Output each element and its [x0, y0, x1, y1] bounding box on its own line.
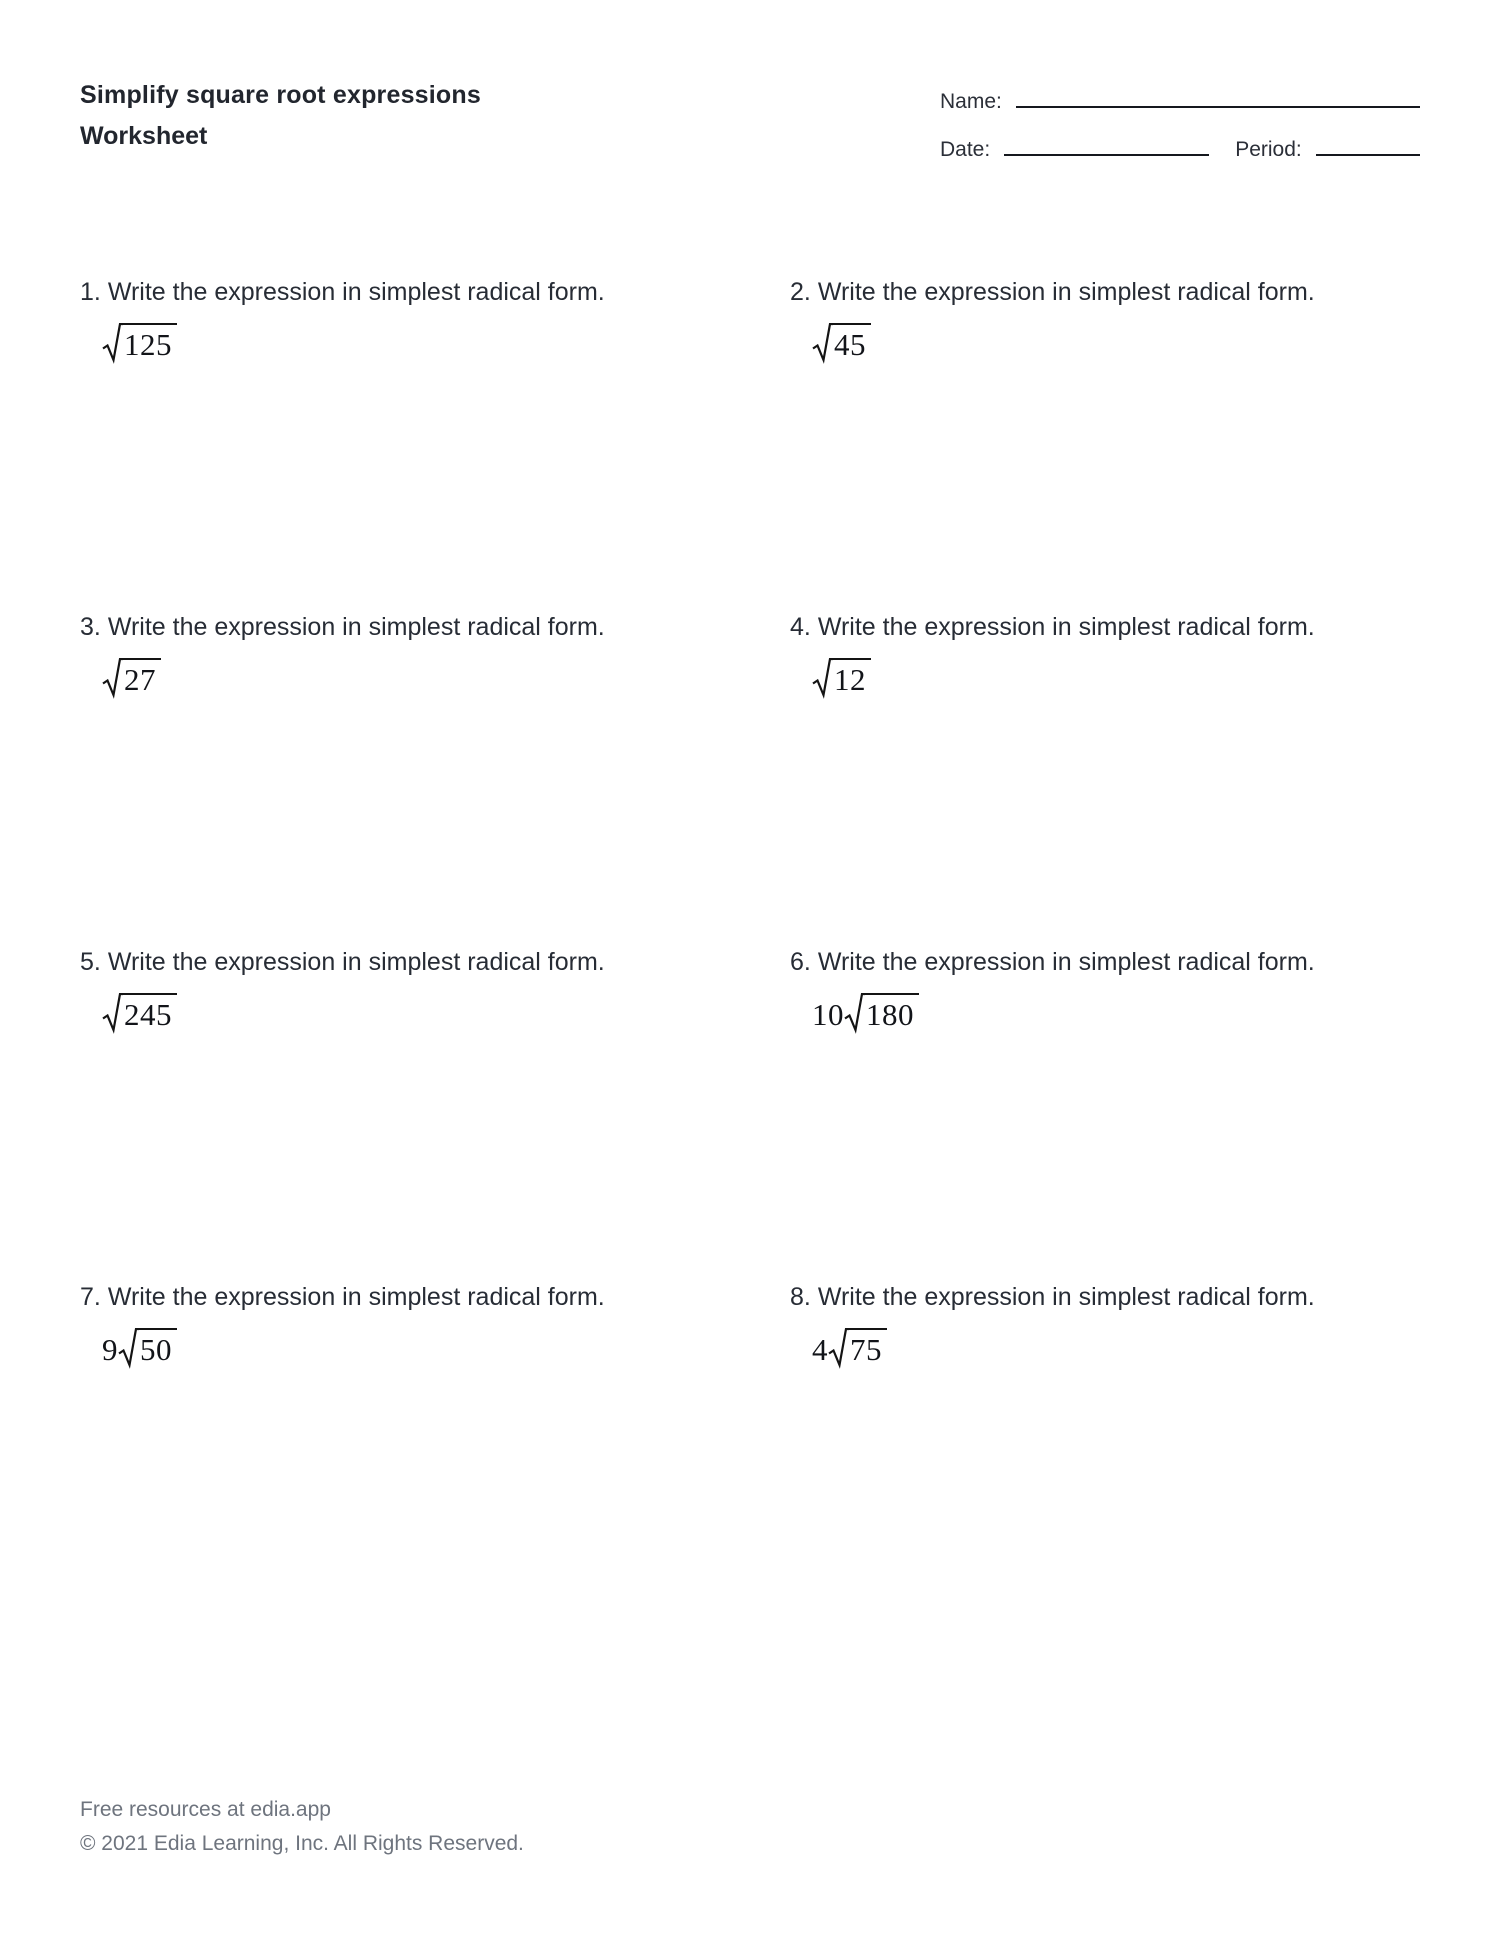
problem-number: 5. — [80, 948, 101, 976]
problem-1 — [80, 277, 790, 612]
problem-prompt — [790, 277, 1460, 307]
problem-number: 6. — [790, 948, 811, 976]
footer-copyright: © 2021 Edia Learning, Inc. All Rights Reserved. — [80, 1832, 524, 1855]
prompt-text: Write the expression in simplest radical form. — [107, 1283, 605, 1311]
problem-4 — [790, 612, 1500, 947]
math-expression — [812, 658, 1460, 699]
radical-coefficient: 4 — [812, 1332, 828, 1367]
page-subtitle: Worksheet — [80, 122, 208, 150]
math-expression — [102, 323, 750, 364]
problem-3 — [80, 612, 790, 947]
prompt-text: Write the expression in simplest radical form. — [107, 948, 605, 976]
student-id-block — [940, 90, 1420, 164]
problem-5 — [80, 947, 790, 1282]
prompt-text: Write the expression in simplest radical form. — [817, 613, 1315, 641]
period-label: Period: — [1235, 138, 1302, 161]
prompt-text: Write the expression in simplest radical form. — [817, 948, 1315, 976]
problem-number: 7. — [80, 1283, 101, 1311]
radicand: 27 — [120, 658, 161, 698]
period-blank-line — [1316, 153, 1420, 156]
name-blank-line — [1016, 105, 1420, 108]
math-expression — [812, 993, 1460, 1034]
radicand: 245 — [120, 993, 177, 1033]
problem-8 — [790, 1282, 1500, 1617]
math-expression — [102, 658, 750, 699]
prompt-text: Write the expression in simplest radical form. — [107, 613, 605, 641]
radical-coefficient: 10 — [812, 997, 844, 1032]
prompt-text: Write the expression in simplest radical form. — [817, 278, 1315, 306]
problem-prompt — [790, 612, 1460, 642]
prompt-text: Write the expression in simplest radical form. — [817, 1283, 1315, 1311]
problem-7 — [80, 1282, 790, 1617]
problem-number: 4. — [790, 613, 811, 641]
radicand: 180 — [862, 993, 919, 1033]
date-period-row — [940, 138, 1420, 164]
problem-prompt — [80, 947, 750, 977]
math-expression — [102, 1328, 750, 1369]
radicand: 75 — [846, 1328, 887, 1368]
problem-number: 2. — [790, 278, 811, 306]
problem-prompt — [80, 612, 750, 642]
footer-resources: Free resources at edia.app — [80, 1798, 331, 1821]
problem-number: 8. — [790, 1283, 811, 1311]
radicand: 45 — [830, 323, 871, 363]
math-expression — [102, 993, 750, 1034]
problem-prompt — [790, 947, 1460, 977]
problem-prompt — [80, 277, 750, 307]
name-label: Name: — [940, 90, 1002, 113]
math-expression — [812, 323, 1460, 364]
problem-number: 3. — [80, 613, 101, 641]
date-blank-line — [1004, 153, 1209, 156]
problem-2 — [790, 277, 1500, 612]
problem-number: 1. — [80, 278, 101, 306]
math-expression — [812, 1328, 1460, 1369]
problem-6 — [790, 947, 1500, 1282]
radicand: 125 — [120, 323, 177, 363]
page-title: Simplify square root expressions — [80, 81, 481, 109]
name-row — [940, 90, 1420, 116]
problem-prompt — [790, 1282, 1460, 1312]
title-block — [80, 83, 481, 149]
radical-coefficient: 9 — [102, 1332, 118, 1367]
page-footer — [80, 1793, 524, 1861]
prompt-text: Write the expression in simplest radical form. — [107, 278, 605, 306]
radicand: 50 — [136, 1328, 177, 1368]
date-label: Date: — [940, 138, 991, 161]
radicand: 12 — [830, 658, 871, 698]
problem-prompt — [80, 1282, 750, 1312]
problems-grid — [80, 277, 1500, 1617]
